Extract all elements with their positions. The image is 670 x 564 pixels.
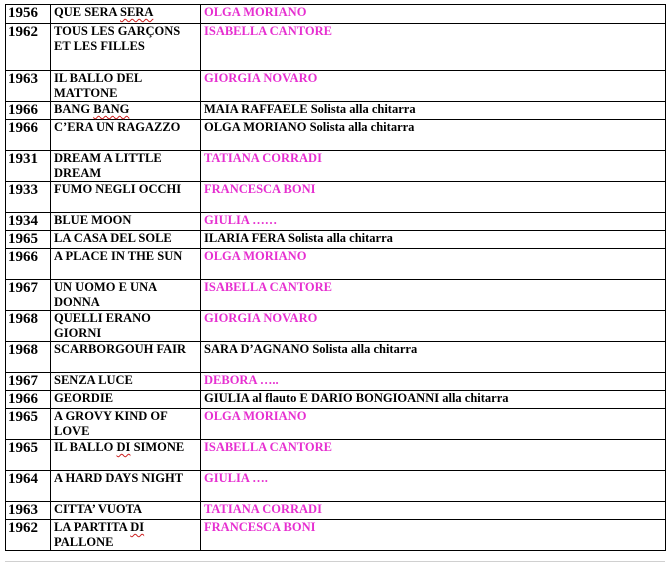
performer-cell	[201, 231, 666, 249]
performer-name: TATIANA CORRADI	[204, 151, 322, 165]
table-row	[6, 502, 666, 520]
year-cell: 1962	[6, 520, 51, 551]
year-cell: 1967	[6, 373, 51, 391]
year-cell: 1934	[6, 213, 51, 231]
performer-name: ISABELLA CANTORE	[204, 440, 332, 454]
performer-cell	[201, 502, 666, 520]
performer-name: OLGA MORIANO	[204, 120, 307, 134]
performer-note: Solista alla chitarra	[309, 120, 415, 134]
performer-note: Solista alla chitarra	[310, 102, 416, 116]
table-row	[6, 24, 666, 71]
performer-cell	[201, 5, 666, 24]
year-cell: 1966	[6, 249, 51, 280]
table-row	[6, 520, 666, 551]
song-title-cell: CITTA’ VUOTA	[51, 502, 201, 520]
year-cell: 1962	[6, 24, 51, 71]
year-cell: 1967	[6, 280, 51, 311]
performer-name: ISABELLA CANTORE	[204, 24, 332, 38]
table-row	[6, 71, 666, 102]
table-row	[6, 311, 666, 342]
performer-cell	[201, 440, 666, 471]
song-title-cell: TOUS LES GARÇONS ET LES FILLES	[51, 24, 201, 71]
table-row	[6, 373, 666, 391]
song-title-cell: BLUE MOON	[51, 213, 201, 231]
performer-name: GIORGIA NOVARO	[204, 71, 318, 85]
year-cell: 1965	[6, 409, 51, 440]
performer-name: GIULIA al flauto E DARIO BONGIOANNI alla chitarra	[204, 391, 509, 405]
song-title-cell: DREAM A LITTLE DREAM	[51, 151, 201, 182]
song-table-body	[6, 5, 666, 551]
performer-name: GIORGIA NOVARO	[204, 311, 318, 325]
performer-cell	[201, 391, 666, 409]
song-title-cell: SENZA LUCE	[51, 373, 201, 391]
spellcheck-underline: BANG	[93, 102, 130, 116]
year-cell: 1968	[6, 311, 51, 342]
performer-note: Solista alla chitarra	[288, 231, 393, 245]
performer-cell	[201, 182, 666, 213]
performer-name: TATIANA CORRADI	[204, 502, 322, 516]
song-title-cell: IL BALLO DI SIMONE	[51, 440, 201, 471]
performer-note: Solista alla chitarra	[312, 342, 418, 356]
song-title-cell: QUE SERA SERA	[51, 5, 201, 24]
table-row	[6, 182, 666, 213]
song-title-cell: GEORDIE	[51, 391, 201, 409]
song-title-cell: A HARD DAYS NIGHT	[51, 471, 201, 502]
song-title-cell: UN UOMO E UNA DONNA	[51, 280, 201, 311]
song-table-container	[5, 4, 665, 551]
year-cell: 1968	[6, 342, 51, 373]
table-row	[6, 249, 666, 280]
performer-cell	[201, 249, 666, 280]
song-table	[5, 4, 666, 551]
song-title-cell: C’ERA UN RAGAZZO	[51, 120, 201, 151]
performer-cell	[201, 71, 666, 102]
year-cell: 1965	[6, 440, 51, 471]
song-title-cell: QUELLI ERANO GIORNI	[51, 311, 201, 342]
performer-name: FRANCESCA BONI	[204, 182, 316, 196]
table-row	[6, 342, 666, 373]
performer-cell	[201, 24, 666, 71]
year-cell: 1963	[6, 502, 51, 520]
year-cell: 1966	[6, 391, 51, 409]
performer-name: ISABELLA CANTORE	[204, 280, 332, 294]
spellcheck-underline: DI	[130, 520, 145, 534]
performer-cell	[201, 342, 666, 373]
song-title-cell: BANG BANG	[51, 102, 201, 120]
performer-name: OLGA MORIANO	[204, 409, 307, 423]
performer-name: OLGA MORIANO	[204, 249, 307, 263]
table-row	[6, 120, 666, 151]
performer-cell	[201, 151, 666, 182]
performer-cell	[201, 409, 666, 440]
performer-cell	[201, 471, 666, 502]
performer-cell	[201, 102, 666, 120]
table-row	[6, 213, 666, 231]
table-row	[6, 231, 666, 249]
performer-cell	[201, 213, 666, 231]
performer-cell	[201, 520, 666, 551]
performer-name: GIULIA ……	[204, 213, 278, 227]
performer-cell	[201, 373, 666, 391]
spellcheck-underline: SERA	[120, 5, 154, 19]
performer-name: SARA D’AGNANO	[204, 342, 310, 356]
song-title-cell: FUMO NEGLI OCCHI	[51, 182, 201, 213]
table-row	[6, 471, 666, 502]
year-cell: 1963	[6, 71, 51, 102]
year-cell: 1931	[6, 151, 51, 182]
year-cell: 1956	[6, 5, 51, 24]
table-row	[6, 391, 666, 409]
performer-name: DEBORA …..	[204, 373, 279, 387]
performer-name: MAIA RAFFAELE	[204, 102, 308, 116]
performer-cell	[201, 280, 666, 311]
table-row	[6, 409, 666, 440]
page-edge-divider	[5, 561, 665, 562]
table-row	[6, 5, 666, 24]
song-title-cell: SCARBORGOUH FAIR	[51, 342, 201, 373]
spellcheck-underline: DI	[116, 440, 131, 454]
song-title-cell: A PLACE IN THE SUN	[51, 249, 201, 280]
table-row	[6, 440, 666, 471]
performer-name: OLGA MORIANO	[204, 5, 307, 19]
year-cell: 1933	[6, 182, 51, 213]
year-cell: 1966	[6, 120, 51, 151]
table-row	[6, 102, 666, 120]
performer-cell	[201, 120, 666, 151]
performer-name: GIULIA ….	[204, 471, 268, 485]
year-cell: 1966	[6, 102, 51, 120]
table-row	[6, 151, 666, 182]
year-cell: 1965	[6, 231, 51, 249]
performer-name: ILARIA FERA	[204, 231, 285, 245]
year-cell: 1964	[6, 471, 51, 502]
song-title-cell: LA CASA DEL SOLE	[51, 231, 201, 249]
song-title-cell: A GROVY KIND OF LOVE	[51, 409, 201, 440]
table-row	[6, 280, 666, 311]
performer-name: FRANCESCA BONI	[204, 520, 316, 534]
song-title-cell: LA PARTITA DI PALLONE	[51, 520, 201, 551]
performer-cell	[201, 311, 666, 342]
song-title-cell: IL BALLO DEL MATTONE	[51, 71, 201, 102]
